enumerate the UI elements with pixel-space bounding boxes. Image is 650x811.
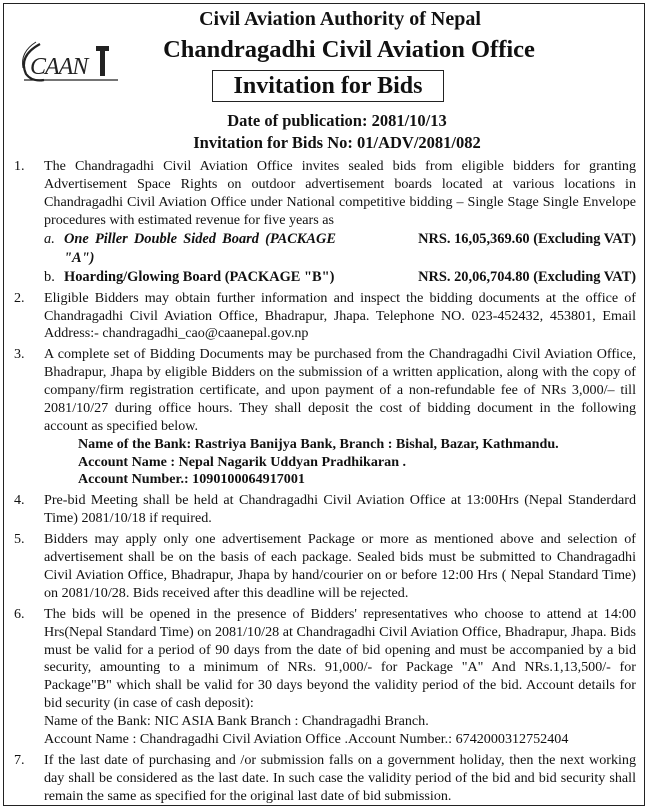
fee-account-number: Account Number.: 1090100064917001 — [78, 471, 305, 488]
list-item — [14, 606, 636, 749]
list-item — [14, 158, 636, 287]
item-number: 3. — [14, 346, 25, 363]
list-item — [14, 531, 636, 603]
package-row — [44, 230, 636, 268]
package-letter: b. — [44, 268, 55, 285]
item-text: Bidders may apply only one advertisement Package or more as mentioned above and selection of advertisement shall be on the basis of each package. Sealed bids must be submitted to Chandragadhi Civil Aviation Office, Bhadrapur, Jhapa by hand/courier on or before 12:00 Hrs ( Nepal Standard Time) on 2081/10/28. Bids received after this deadline will be rejected. — [44, 531, 636, 601]
invitation-banner: Invitation for Bids — [212, 70, 444, 102]
fee-bank-details — [44, 436, 636, 489]
security-account-details: Account Name : Chandragadhi Civil Aviation Office .Account Number.: 6742000312752404 — [44, 731, 569, 748]
fee-account-name: Account Name : Nepal Nagarik Uddyan Pradhikaran . — [78, 453, 407, 470]
item-text: The bids will be opened in the presence of Bidders' representatives who choose to attend at 14:00 Hrs(Nepal Standard Time) on 2081/10/28 at Chandragadhi Civil Aviation Office, Bhadrapur, Jhapa. Bids must be valid for a period of 90 days from the date of bid opening and must be accompanied by a bid security, amounting to a minimum of NRs. 91,000/- for Package "A" And NRs.1,13,500/- for Package"B" which shall be valid for 30 days beyond the validity period of the bid. Account details for bid security (in case of cash deposit): — [44, 605, 636, 712]
item-number: 5. — [14, 531, 25, 548]
package-name: One Piller Double Sided Board (PACKAGE "A") — [64, 230, 336, 266]
office-title: Chandragadhi Civil Aviation Office — [163, 36, 535, 63]
list-item — [14, 492, 636, 528]
list-item — [14, 346, 636, 489]
bids-number: Invitation for Bids No: 01/ADV/2081/082 — [193, 133, 481, 152]
item-number: 7. — [14, 751, 25, 768]
notice-body — [14, 158, 636, 809]
fee-bank-name: Name of the Bank: Rastriya Banijya Bank, Branch : Bishal, Bazar, Kathmandu. — [78, 435, 559, 452]
item-number: 2. — [14, 289, 25, 306]
package-name: Hoarding/Glowing Board (PACKAGE "B") — [64, 268, 335, 285]
item-number: 4. — [14, 492, 25, 509]
package-row — [44, 268, 636, 287]
package-letter: a. — [44, 230, 55, 247]
item-number: 6. — [14, 605, 25, 622]
item-text: A complete set of Bidding Documents may be purchased from the Chandragadhi Civil Aviation Office, Bhadrapur, Jhapa by eligible Bidders on the submission of a written application, along with the copy of company/firm registration certificate, and upon payment of a non-refundable fee of NRs 3,000/– till 2081/10/27 during office hours. They shall deposit the cost of bidding document in the following account as specified below. — [44, 346, 636, 434]
authority-title: Civil Aviation Authority of Nepal — [199, 8, 481, 30]
item-text: If the last date of purchasing and /or submission falls on a government holiday, then the next working day shall be considered as the last date. In such case the validity period of the bid and bid security shall remain the same as specified for the original last date of bid submission. — [44, 751, 636, 804]
item-text: The Chandragadhi Civil Aviation Office invites sealed bids from eligible bidders for granting Advertisement Space Rights on outdoor advertisement boards located at various locations in Chandragadhi Civil Aviation Office under National competitive bidding – Single Stage Single Envelope procedures with estimated revenue for five years as — [44, 158, 636, 228]
item-text: Eligible Bidders may obtain further information and inspect the bidding documents at the office of Chandragadhi Civil Aviation Office, Bhadrapur, Jhapa. Telephone NO. 023-452432, 453801, Email Address:- chandragadhi_cao@caanepal.gov.np — [44, 289, 636, 342]
list-item — [14, 290, 636, 344]
package-amount: NRS. 20,06,704.80 (Excluding VAT) — [418, 268, 636, 285]
item-number: 1. — [14, 158, 25, 174]
item-text: Pre-bid Meeting shall be held at Chandragadhi Civil Aviation Office at 13:00Hrs (Nepal Standerdard Time) 2081/10/18 if required. — [44, 492, 636, 527]
publication-date: Date of publication: 2081/10/13 — [227, 111, 447, 130]
logo-text: CAAN — [30, 54, 88, 80]
security-bank-name: Name of the Bank: NIC ASIA Bank Branch : Chandragadhi Branch. — [44, 713, 429, 730]
package-amount: NRS. 16,05,369.60 (Excluding VAT) — [418, 230, 636, 247]
list-item — [14, 752, 636, 806]
